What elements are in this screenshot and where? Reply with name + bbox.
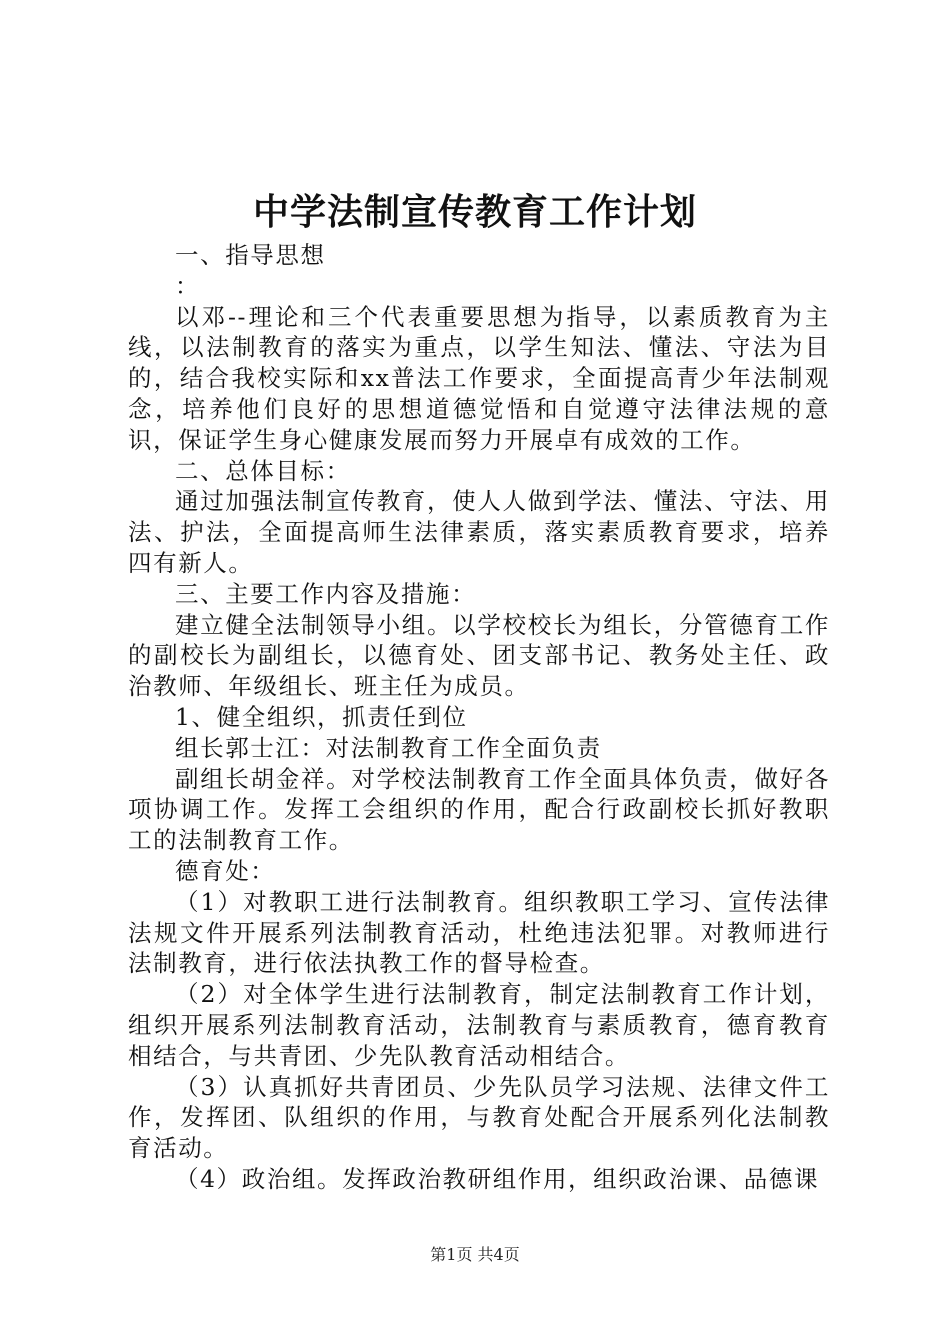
paragraph-guiding-ideology: 以邓--理论和三个代表重要思想为指导，以素质教育为主线，以法制教育的落实为重点，以学生知法、懂法、守法为目的，结合我校实际和xx普法工作要求，全面提高青少年法制观念，培养他们良好的思想道德觉悟和自觉遵守法律法规的意识，保证学生身心健康发展而努力开展卓有成效的工作。 [128, 302, 830, 454]
paragraph-item-4: （4）政治组。发挥政治教研组作用，组织政治课、品德课 [175, 1164, 820, 1193]
paragraph-leadership-group: 建立健全法制领导小组。以学校校长为组长，分管德育工作的副校长为副组长，以德育处、团支部书记、教务处主任、政治教师、年级组长、班主任为成员。 [128, 610, 830, 701]
item-moral-education-office: 德育处： [175, 856, 276, 885]
paragraph-item-3: （3）认真抓好共青团员、少先队员学习法规、法律文件工作，发挥团、队组织的作用，与教育处配合开展系列化法制教育活动。 [128, 1072, 830, 1163]
heading-main-work: 三、主要工作内容及措施： [175, 579, 477, 608]
item-group-leader: 组长郭士江：对法制教育工作全面负责 [175, 733, 602, 762]
page-title: 中学法制宣传教育工作计划 [252, 192, 697, 233]
document-body [128, 240, 830, 1195]
heading-guiding-ideology: 一、指导思想 [175, 241, 326, 269]
heading-overall-goal: 二、总体目标： [175, 456, 351, 485]
page-footer: 第1页 共4页 [430, 1245, 520, 1264]
colon-line: ： [175, 271, 201, 300]
item-organization: 1、健全组织，抓责任到位 [175, 702, 468, 731]
paragraph-item-1: （1）对教职工进行法制教育。组织教职工学习、宣传法律法规文件开展系列法制教育活动，杜绝违法犯罪。对教师进行法制教育，进行依法执教工作的督导检查。 [128, 887, 830, 978]
paragraph-item-2: （2）对全体学生进行法制教育，制定法制教育工作计划，组织开展系列法制教育活动，法制教育与素质教育，德育教育相结合，与共青团、少先队教育活动相结合。 [128, 980, 830, 1070]
paragraph-deputy-leader: 副组长胡金祥。对学校法制教育工作全面具体负责，做好各项协调工作。发挥工会组织的作用，配合行政副校长抓好教职工的法制教育工作。 [128, 764, 830, 855]
paragraph-overall-goal: 通过加强法制宣传教育，使人人做到学法、懂法、守法、用法、护法，全面提高师生法律素质，落实素质教育要求，培养四有新人。 [128, 487, 830, 577]
